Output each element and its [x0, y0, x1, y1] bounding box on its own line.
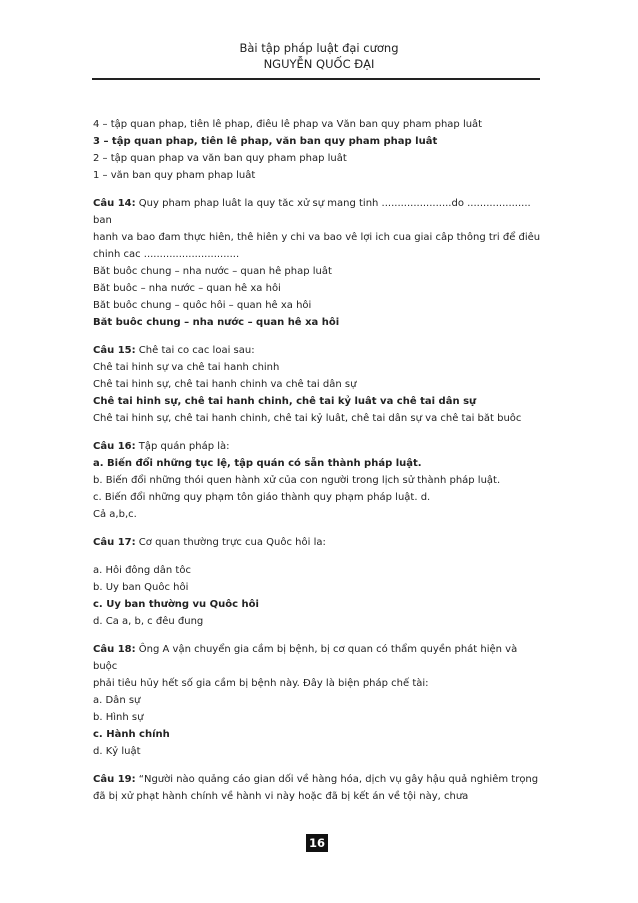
document-body [93, 116, 543, 805]
question-text: Cơ quan thường trực cua Quôc hôi la: [135, 537, 326, 548]
answer-line: Băt buôc chung – nha nước – quan hê phap luât [93, 266, 332, 277]
answer-line: b. Biến đổi những thói quen hành xử của con người trong lịch sử thành pháp luật. [93, 475, 501, 486]
header-author: NGUYỄN QUỐC ĐẠI [263, 57, 375, 71]
answer-line: Băt buôc – nha nước – quan hê xa hôi [93, 283, 281, 294]
answer-line-highlighted: c. Uy ban thường vu Quôc hôi [93, 599, 259, 610]
header-title: Bài tập pháp luật đại cương [239, 41, 399, 55]
answer-line: d. Ca a, b, c đêu đung [93, 616, 204, 627]
answer-line: d. Kỷ luật [93, 746, 141, 757]
answer-line: 1 – văn ban quy pham phap luât [93, 170, 256, 181]
answer-line: Chê tai hinh sự, chê tai hanh chinh va chê tai dân sự [93, 379, 357, 390]
question-line [93, 195, 543, 229]
paragraph-gap [93, 427, 543, 438]
question-text: Chê tai co cac loai sau: [135, 345, 255, 356]
question-text: “Người nào quảng cáo gian dối về hàng hóa, dịch vụ gây hậu quả nghiêm trọng [135, 774, 539, 785]
question-text: Quy pham phap luât la quy tăc xử sự mang tinh ......................do .................... ban [93, 198, 531, 226]
answer-line: hanh va bao đam thực hiên, thê hiên y chi va bao vê lợi ich cua giai câp thông tri để điêu [93, 232, 541, 243]
question-label: Câu 17: [93, 537, 136, 548]
page-number: 16 [306, 834, 328, 852]
answer-line: đã bị xử phạt hành chính về hành vi này hoặc đã bị kết án về tội này, chưa [93, 791, 469, 802]
paragraph-gap [93, 630, 543, 641]
paragraph-gap [93, 184, 543, 195]
question-label: Câu 18: [93, 644, 136, 655]
question-label: Câu 14: [93, 198, 136, 209]
answer-line: c. Biến đổi những quy phạm tôn giáo thành quy phạm pháp luật. d. [93, 492, 431, 503]
answer-line: Cả a,b,c. [93, 509, 137, 520]
question-label: Câu 19: [93, 774, 136, 785]
question-line [93, 534, 543, 551]
answer-line: Băt buôc chung – quôc hôi – quan hê xa hôi [93, 300, 312, 311]
question-line [93, 771, 543, 788]
answer-line: b. Hình sự [93, 712, 144, 723]
question-line [93, 342, 543, 359]
answer-line-highlighted: c. Hành chính [93, 729, 170, 740]
question-line [93, 438, 543, 455]
header-divider [92, 78, 540, 80]
paragraph-gap [93, 551, 543, 562]
answer-line: phải tiêu hủy hết số gia cầm bị bệnh này. Đây là biện pháp chế tài: [93, 678, 429, 689]
answer-line: 2 – tập quan phap va văn ban quy pham phap luât [93, 153, 347, 164]
answer-line-highlighted: Băt buôc chung – nha nước – quan hê xa hôi [93, 317, 340, 328]
question-label: Câu 15: [93, 345, 136, 356]
answer-line: Chê tai hinh sự, chê tai hanh chinh, chê tai kỷ luât, chê tai dân sự va chê tai băt buôc [93, 413, 522, 424]
answer-line-highlighted: 3 – tập quan phap, tiên lê phap, văn ban quy pham phap luât [93, 136, 438, 147]
answer-line-highlighted: a. Biến đổi những tục lệ, tập quán có sẵn thành pháp luật. [93, 458, 422, 469]
answer-line: Chê tai hinh sự va chê tai hanh chinh [93, 362, 280, 373]
page-header [0, 40, 638, 72]
answer-line: a. Hôi đông dân tôc [93, 565, 191, 576]
answer-line-highlighted: Chê tai hinh sự, chê tai hanh chinh, chê tai kỷ luât va chê tai dân sự [93, 396, 477, 407]
question-text: Tập quán pháp là: [135, 441, 230, 452]
answer-line: a. Dân sự [93, 695, 141, 706]
question-label: Câu 16: [93, 441, 136, 452]
answer-line: 4 – tập quan phap, tiên lê phap, điêu lê phap va Văn ban quy pham phap luât [93, 119, 483, 130]
question-text: Ông A vận chuyển gia cầm bị bệnh, bị cơ quan có thẩm quyền phát hiện và buộc [93, 644, 518, 672]
answer-line: chinh cac .............................. [93, 249, 240, 260]
paragraph-gap [93, 523, 543, 534]
paragraph-gap [93, 331, 543, 342]
answer-line: b. Uy ban Quôc hôi [93, 582, 189, 593]
question-line [93, 641, 543, 675]
paragraph-gap [93, 760, 543, 771]
